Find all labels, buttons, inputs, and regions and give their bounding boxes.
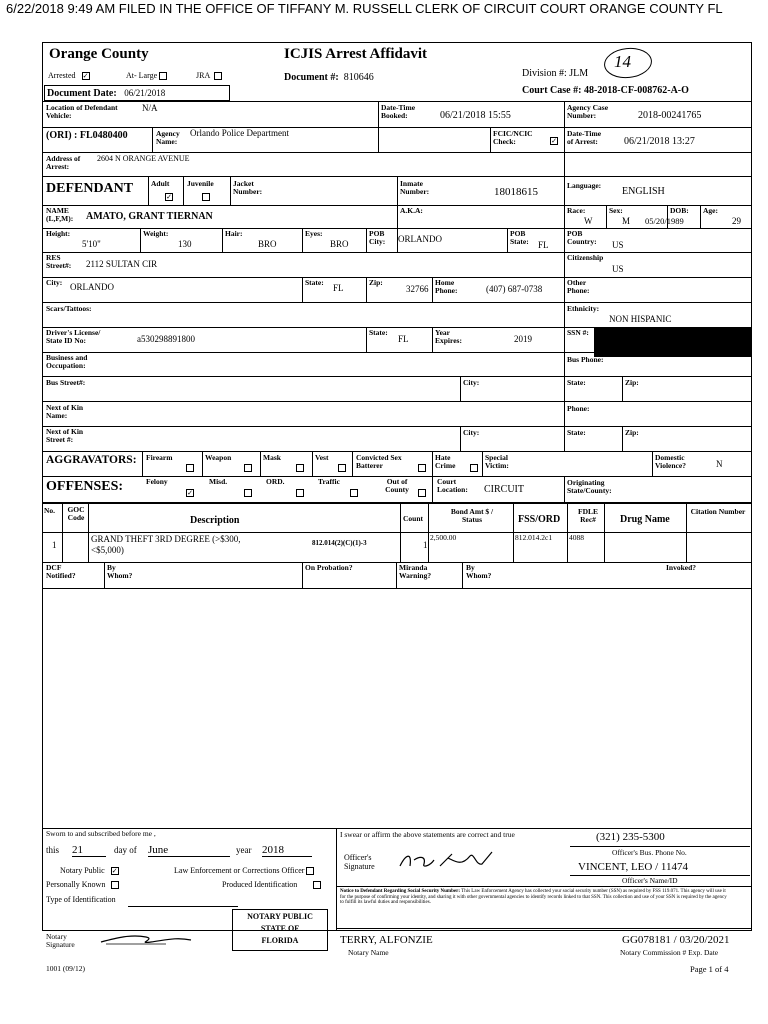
probation-label: On Probation? [305, 563, 353, 572]
notary-name-label: Notary Name [348, 948, 389, 957]
ssn-label: SSN #: [567, 328, 589, 337]
dl-state-label: State: [369, 328, 388, 337]
county-name: Orange County [49, 46, 149, 62]
nok-phone-label: Phone: [567, 404, 590, 413]
citizenship-label: Citizenship [567, 253, 604, 262]
row-count: 1 [423, 540, 428, 550]
division: Division #: JLM [522, 68, 589, 79]
traffic-label: Traffic [318, 477, 340, 486]
firearm-checkbox[interactable] [186, 464, 194, 472]
booked-label: Date-Time Booked: [381, 103, 416, 120]
personally-known-option[interactable]: Personally Known [46, 881, 119, 890]
officer-signature [396, 848, 496, 874]
weapon-checkbox[interactable] [244, 464, 252, 472]
special-victim-label: Special Victim: [485, 453, 509, 470]
page-number: Page 1 of 4 [690, 964, 729, 974]
bus-phone-label: Bus Phone: [567, 355, 604, 364]
height-label: Height: [46, 229, 71, 238]
nok-zip-label: Zip: [625, 428, 639, 437]
court-case: Court Case #: 48-2018-CF-008762-A-O [522, 85, 689, 96]
sex-value: M [622, 216, 631, 226]
race-value: W [584, 216, 593, 226]
other-phone-label: Other Phone: [567, 278, 590, 295]
sworn-year: 2018 [262, 844, 312, 857]
row-bond: 2,500.00 [430, 533, 457, 542]
age-label: Age: [703, 206, 718, 215]
defendant-name: AMATO, GRANT TIERNAN [86, 211, 213, 222]
miranda-label: Miranda Warning? [399, 563, 432, 580]
dl-value: a530298891800 [137, 334, 195, 344]
handwritten-number: 14 [614, 52, 631, 71]
res-street-value: 2112 SULTAN CIR [86, 259, 158, 269]
ethnicity-value: NON HISPANIC [609, 314, 672, 324]
felony-label: Felony [146, 477, 168, 486]
arrest-address-value: 2604 N ORANGE AVENUE [97, 154, 190, 163]
arrest-address-label: Address of Arrest: [46, 154, 81, 171]
officer-phone: (321) 235-5300 [596, 831, 665, 843]
name-label: NAME (L,F,M): [46, 206, 74, 223]
age-value: 29 [732, 216, 741, 226]
offenses-header: OFFENSES: [46, 479, 124, 494]
sworn-this: this [46, 845, 60, 855]
officer-signature-label: Officer's Signature [344, 853, 375, 871]
pob-city-value: ORLANDO [398, 234, 442, 244]
stamp-line-2: STATE OF [260, 924, 300, 933]
firearm-label: Firearm [146, 453, 173, 462]
domestic-value: N [716, 459, 723, 469]
mask-label: Mask [263, 453, 281, 462]
hate-label: Hate Crime [435, 453, 456, 470]
zip-value: 32766 [406, 284, 429, 294]
th-goc: GOC Code [67, 505, 85, 522]
invoked-label: Invoked? [666, 563, 697, 572]
ethnicity-label: Ethnicity: [567, 304, 600, 313]
th-fss: FSS/ORD [518, 514, 561, 525]
eyes-value: BRO [330, 239, 349, 249]
height-value: 5'10" [82, 239, 101, 249]
notary-signature [96, 928, 196, 950]
dob-label: DOB: [670, 206, 689, 215]
fcic-label: FCIC/NCIC Check: [493, 129, 533, 146]
produced-id-option[interactable]: Produced Identification [222, 881, 321, 890]
pob-country-value: US [612, 240, 624, 250]
dob-value: 05/20/1989 [645, 216, 684, 226]
inmate-label: Inmate Number: [400, 179, 430, 196]
row-fss: 812.014.2c1 [515, 533, 553, 542]
vest-checkbox[interactable] [338, 464, 346, 472]
th-count: Count [403, 514, 424, 523]
year-expires-value: 2019 [514, 334, 532, 344]
officer-phone-label: Officer's Bus. Phone No. [612, 848, 687, 857]
le-officer-option[interactable]: Law Enforcement or Corrections Officer [174, 867, 314, 876]
scars-label: Scars/Tattoos: [46, 304, 92, 313]
th-drug: Drug Name [620, 514, 670, 525]
by-whom-2-label: By Whom? [466, 563, 492, 580]
at-large-option[interactable]: At- Large [126, 72, 167, 81]
weight-value: 130 [178, 239, 192, 249]
arrest-dt-value: 06/21/2018 13:27 [624, 136, 695, 147]
aka-label: A.K.A: [400, 206, 423, 215]
arrest-dt-label: Date-Time of Arrest: [567, 129, 602, 146]
citizenship-value: US [612, 264, 624, 274]
jra-checkbox[interactable] [214, 72, 222, 80]
misd-label: Misd. [209, 477, 228, 486]
home-phone-label: Home Phone: [435, 278, 458, 295]
convicted-label: Convicted Sex Batterer [356, 453, 402, 470]
sworn-day-of: day of [114, 845, 137, 855]
agency-case-label: Agency Case Number: [567, 103, 609, 120]
th-no: No. [44, 506, 56, 515]
th-description: Description [190, 515, 240, 526]
arrested-checkbox[interactable]: ✓ [82, 72, 89, 81]
adult-checkbox[interactable]: ✓ [166, 193, 172, 201]
bus-street-label: Bus Street#: [46, 378, 86, 387]
officer-name: VINCENT, LEO / 11474 [578, 861, 688, 873]
personally-known-checkbox[interactable] [111, 881, 119, 889]
city-label: City: [46, 278, 63, 287]
pob-state-label: POB State: [510, 229, 529, 246]
weapon-label: Weapon [205, 453, 232, 462]
row-description: GRAND THEFT 3RD DEGREE (>$300, <$5,000) [91, 534, 241, 556]
pob-city-label: POB City: [369, 229, 386, 246]
notary-signature-label: Notary Signature [46, 932, 75, 950]
swear-statement: I swear or affirm the above statements are correct and true [340, 830, 515, 839]
state-label: State: [305, 278, 324, 287]
res-street-label: RES Street#: [46, 253, 72, 270]
jra-option[interactable]: JRA [196, 72, 222, 81]
th-fdle: FDLE Rec# [577, 507, 598, 524]
by-whom-label: By Whom? [107, 563, 133, 580]
sworn-year-label: year [236, 845, 252, 855]
pob-state-value: FL [538, 240, 549, 250]
felony-checkbox[interactable]: ✓ [187, 489, 193, 497]
ssn-notice: Notice to Defendant Regarding Social Security Number: This Law Enforcement Agency has collected your social security number (SSN) as required by FSS 119.071. This agency will use it for the purpose of confirming your identity, and sharing it with other governmental agencies to identify records linked to that SSN. This collection and use of your SSN is required by the agency to fulfill its lawful duties and responsibilities. [340, 889, 727, 905]
nok-street-label: Next of Kin Street #: [46, 427, 84, 444]
ord-label: ORD. [266, 477, 285, 486]
bus-zip-label: Zip: [625, 378, 639, 387]
state-value: FL [333, 283, 344, 293]
officer-name-label: Officer's Name/ID [622, 876, 678, 885]
at-large-checkbox[interactable] [159, 72, 167, 80]
agency-name-value: Orlando Police Department [190, 128, 289, 138]
out-of-county-checkbox[interactable] [418, 489, 426, 497]
adult-label: Adult [151, 179, 170, 188]
dl-label: Driver's License/ State ID No: [46, 328, 101, 345]
bus-state-label: State: [567, 378, 586, 387]
row-no: 1 [52, 540, 57, 550]
ssn-redaction [594, 327, 752, 357]
commission-label: Notary Commission # Exp. Date [620, 948, 719, 957]
notary-name: TERRY, ALFONZIE [340, 934, 433, 946]
ori: (ORI) : FL0480400 [46, 130, 128, 141]
domestic-label: Domestic Violence? [655, 453, 686, 470]
inmate-value: 18018615 [494, 186, 538, 198]
form-number: 1001 (09/12) [46, 964, 85, 973]
out-of-county-label: Out of County [385, 477, 409, 494]
row-statute: 812.014(2)(C)(1)-3 [312, 539, 367, 547]
defendant-header: DEFENDANT [46, 181, 134, 196]
hair-value: BRO [258, 239, 277, 249]
dl-state-value: FL [398, 334, 409, 344]
mask-checkbox[interactable] [296, 464, 304, 472]
juvenile-checkbox[interactable] [202, 193, 210, 201]
sworn-month: June [148, 844, 230, 857]
row-fdle: 4088 [569, 533, 584, 542]
eyes-label: Eyes: [305, 229, 323, 238]
court-location-value: CIRCUIT [484, 484, 524, 495]
hate-checkbox[interactable] [470, 464, 478, 472]
le-officer-checkbox[interactable] [306, 867, 314, 875]
th-citation: Citation Number [690, 507, 746, 516]
misd-checkbox[interactable] [244, 489, 252, 497]
traffic-checkbox[interactable] [350, 489, 358, 497]
nok-name-label: Next of Kin Name: [46, 403, 84, 420]
dcf-label: DCF Notified? [46, 563, 76, 580]
jacket-label: Jacket Number: [233, 179, 263, 196]
document-number: Document #: 810646 [284, 72, 374, 83]
stamp-line-3: FLORIDA [261, 936, 299, 945]
nok-city-label: City: [463, 428, 480, 437]
notary-public-checkbox[interactable]: ✓ [111, 867, 118, 876]
form-title: ICJIS Arrest Affidavit [284, 46, 428, 62]
agency-case-value: 2018-00241765 [638, 110, 702, 121]
sex-label: Sex: [609, 206, 623, 215]
ord-checkbox[interactable] [296, 489, 304, 497]
language-label: Language: [567, 181, 602, 190]
notary-public-option[interactable]: Notary Public ✓ [60, 866, 118, 876]
aggravators-header: AGGRAVATORS: [46, 454, 137, 466]
sworn-header: Sworn to and subscribed before me , [46, 829, 156, 838]
weight-label: Weight: [143, 229, 169, 238]
location-label: Location of Defendant Vehicle: [46, 103, 118, 120]
year-expires-label: Year Expires: [435, 328, 462, 345]
originating-label: Originating State/County: [567, 478, 612, 495]
arrested-option[interactable]: Arrested ✓ [48, 71, 89, 81]
fcic-checkbox[interactable]: ✓ [551, 137, 557, 145]
pob-country-label: POB Country: [567, 229, 597, 246]
nok-state-label: State: [567, 428, 586, 437]
language-value: ENGLISH [622, 186, 665, 197]
document-date: Document Date: 06/21/2018 [47, 88, 166, 99]
vest-label: Vest [315, 453, 329, 462]
sworn-day: 21 [72, 844, 106, 857]
commission: GG078181 / 03/20/2021 [622, 934, 730, 946]
type-of-id-label: Type of Identification [46, 895, 116, 904]
city-value: ORLANDO [70, 282, 114, 292]
produced-id-checkbox[interactable] [313, 881, 321, 889]
juvenile-label: Juvenile [187, 179, 214, 188]
stamp-line-1: NOTARY PUBLIC [247, 912, 313, 921]
convicted-checkbox[interactable] [418, 464, 426, 472]
th-bond: Bond Amt $ / Status [450, 507, 494, 524]
hair-label: Hair: [225, 229, 243, 238]
bus-city-label: City: [463, 378, 480, 387]
business-label: Business and Occupation: [46, 353, 88, 370]
home-phone-value: (407) 687-0738 [486, 284, 543, 294]
race-label: Race: [567, 206, 586, 215]
court-location-label: Court Location: [437, 477, 468, 494]
agency-name-label: Agency Name: [156, 129, 180, 146]
location-value: N/A [142, 103, 158, 113]
zip-label: Zip: [369, 278, 383, 287]
filing-header: 6/22/2018 9:49 AM FILED IN THE OFFICE OF TIFFANY M. RUSSELL CLERK OF CIRCUIT COURT ORANGE COUNTY FL [6, 1, 723, 16]
booked-value: 06/21/2018 15:55 [440, 110, 511, 121]
